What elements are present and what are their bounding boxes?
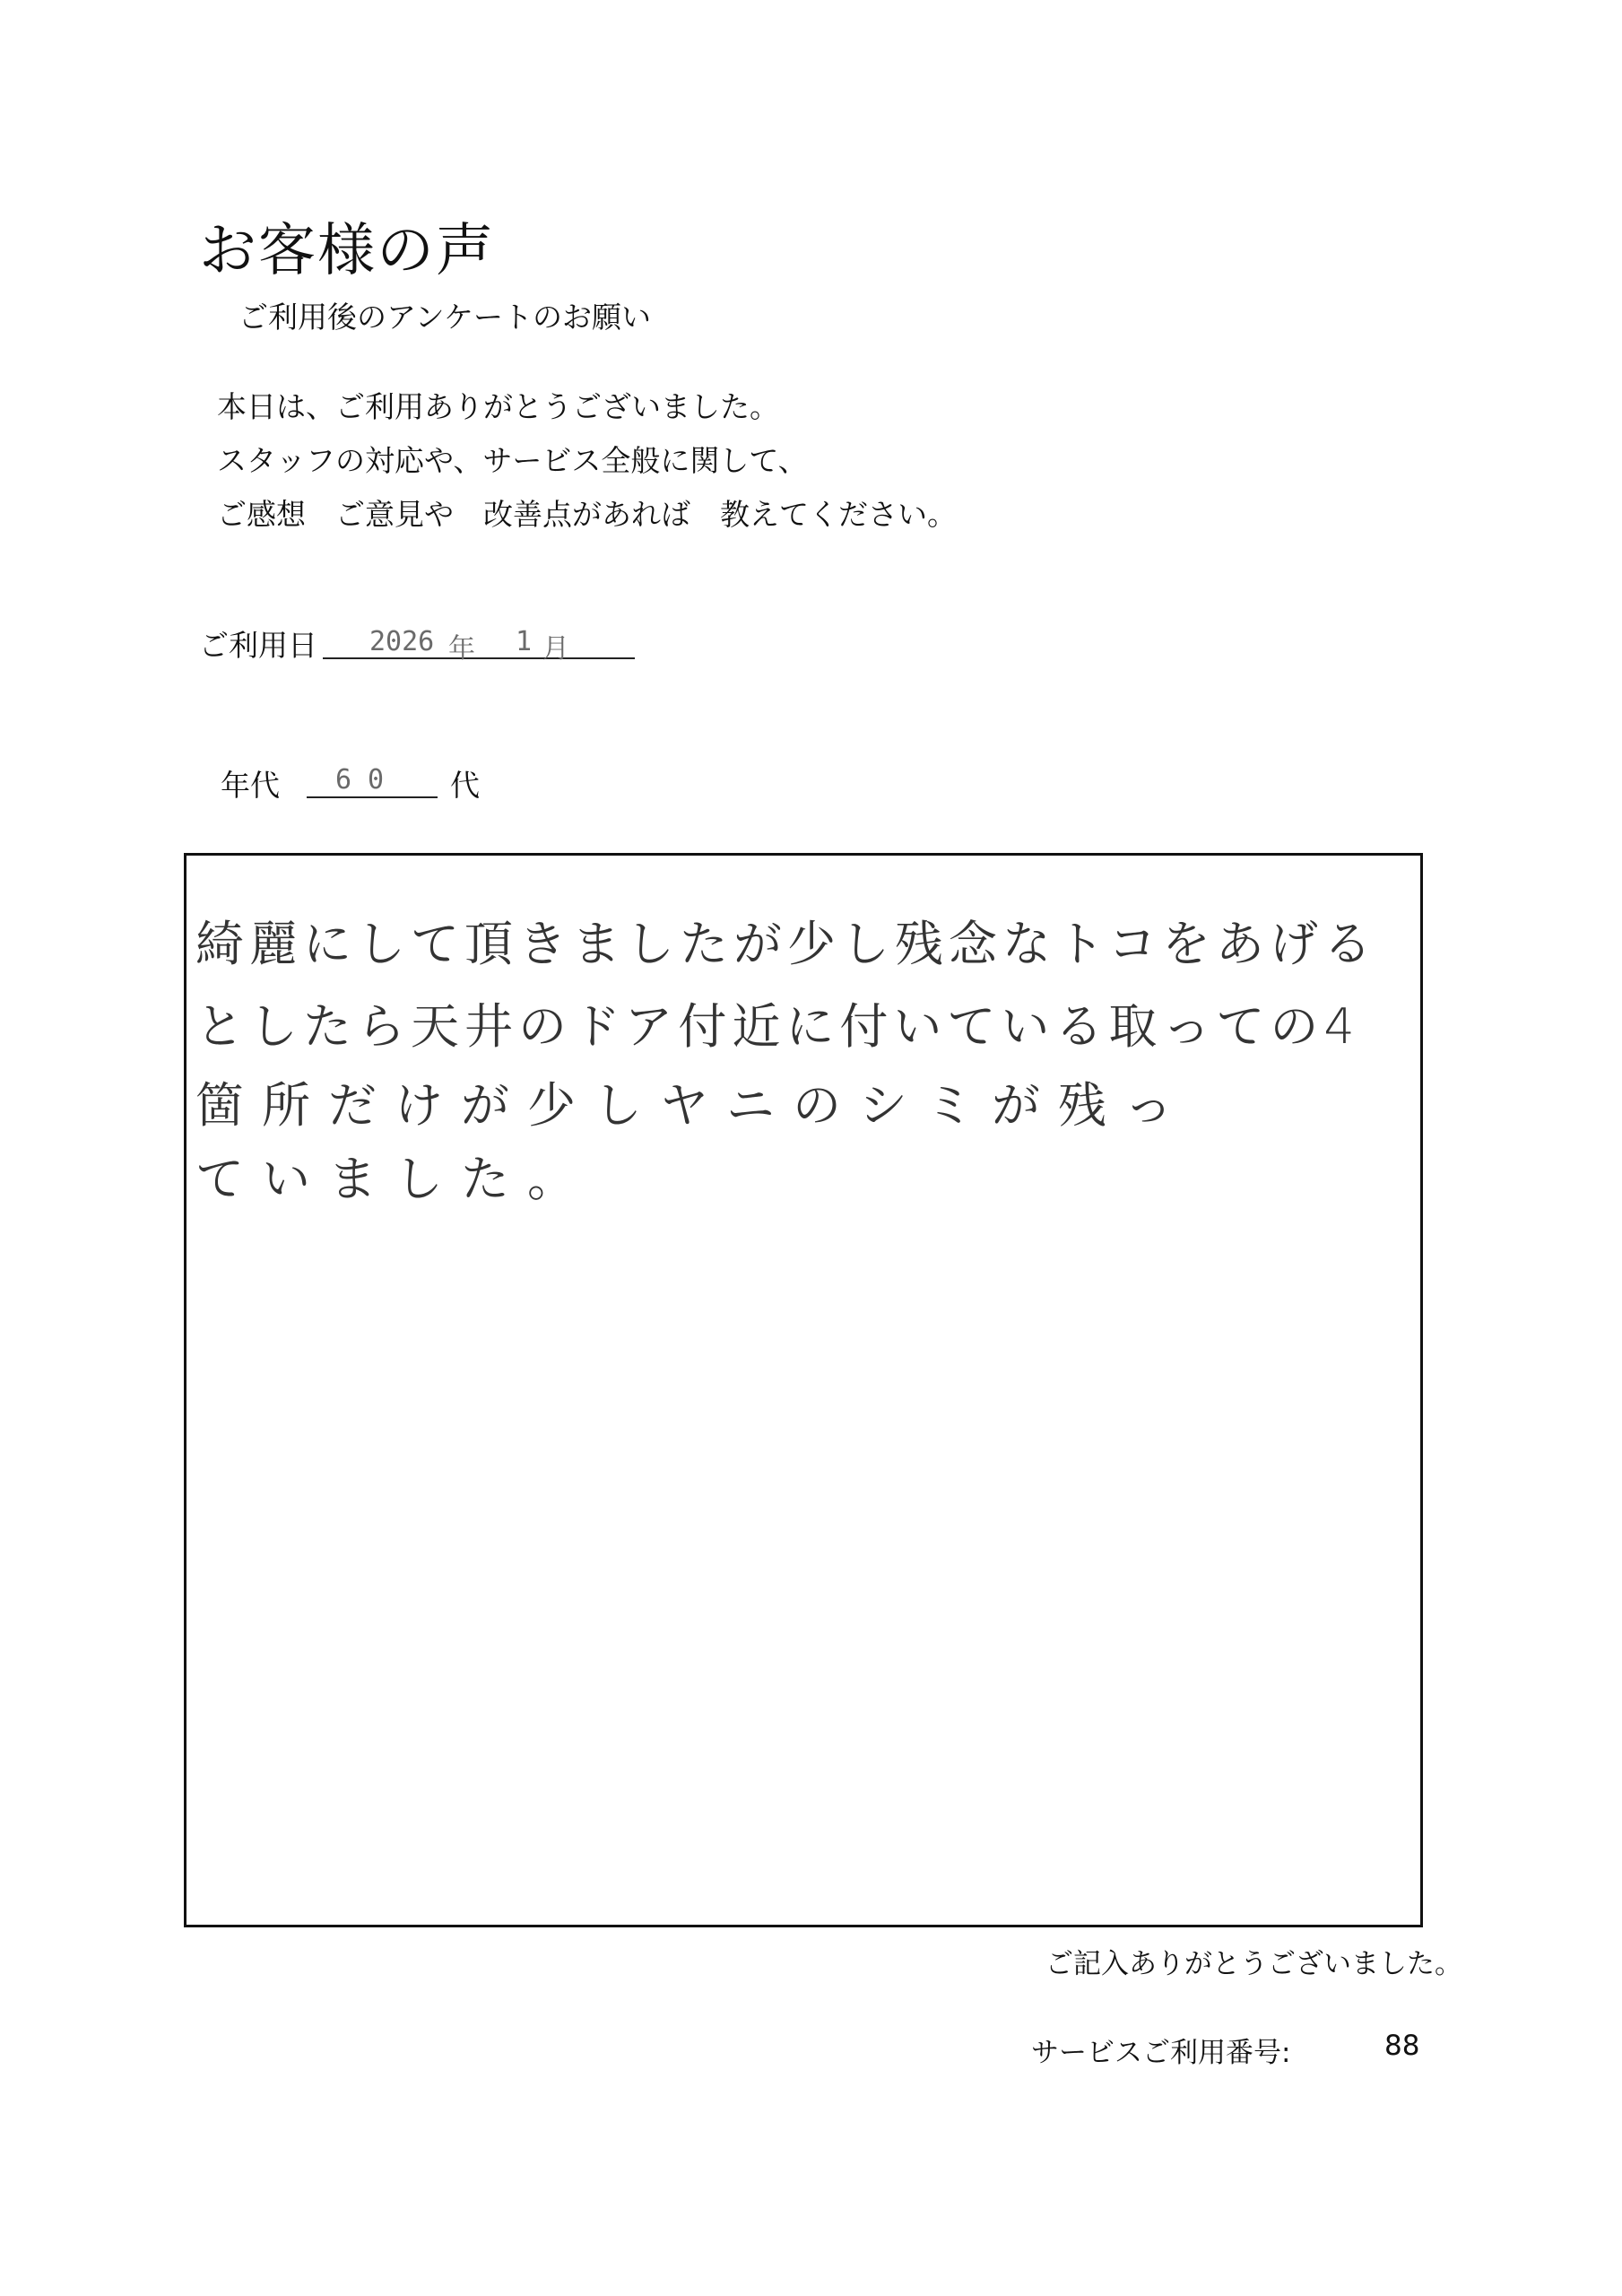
intro-line: ご感想 ご意見や 改善点があれば 教えてください。 xyxy=(217,497,957,532)
age-label: 年代 xyxy=(221,768,280,803)
page-title: お客様の声 xyxy=(199,218,495,284)
thanks-note: ご記入ありがとうございました。 xyxy=(1045,1948,1462,1980)
usage-date-field-line xyxy=(323,657,635,659)
usage-date-year-unit: 年 xyxy=(448,633,475,665)
usage-date-label: ご利用日 xyxy=(199,628,317,663)
age-value: 60 xyxy=(335,764,401,796)
intro-line: 本日は、ご利用ありがとうございました。 xyxy=(217,389,779,424)
comment-line: 綺麗にして頂きましたが少し残念なトコをあげる xyxy=(195,916,1377,972)
usage-date-year: 2026 xyxy=(369,626,435,657)
service-number-label: サービスご利用番号: xyxy=(1031,2037,1291,2069)
comment-line: としたら天井のドア付近に付いている取っての4 xyxy=(195,998,1360,1055)
usage-date-month-unit: 月 xyxy=(542,633,569,665)
comment-line: ていました。 xyxy=(195,1151,594,1207)
comment-line: 箇所だけが少しヤニのシミが残っ xyxy=(195,1077,1191,1134)
usage-date-month: 1 xyxy=(516,626,533,657)
age-suffix: 代 xyxy=(450,768,480,803)
service-number: 88 xyxy=(1384,2030,1420,2062)
intro-line: スタッフの対応や、サービス全般に関して、 xyxy=(217,443,808,478)
age-field-line xyxy=(307,796,438,798)
page-subtitle: ご利用後のアンケートのお願い xyxy=(239,300,652,335)
